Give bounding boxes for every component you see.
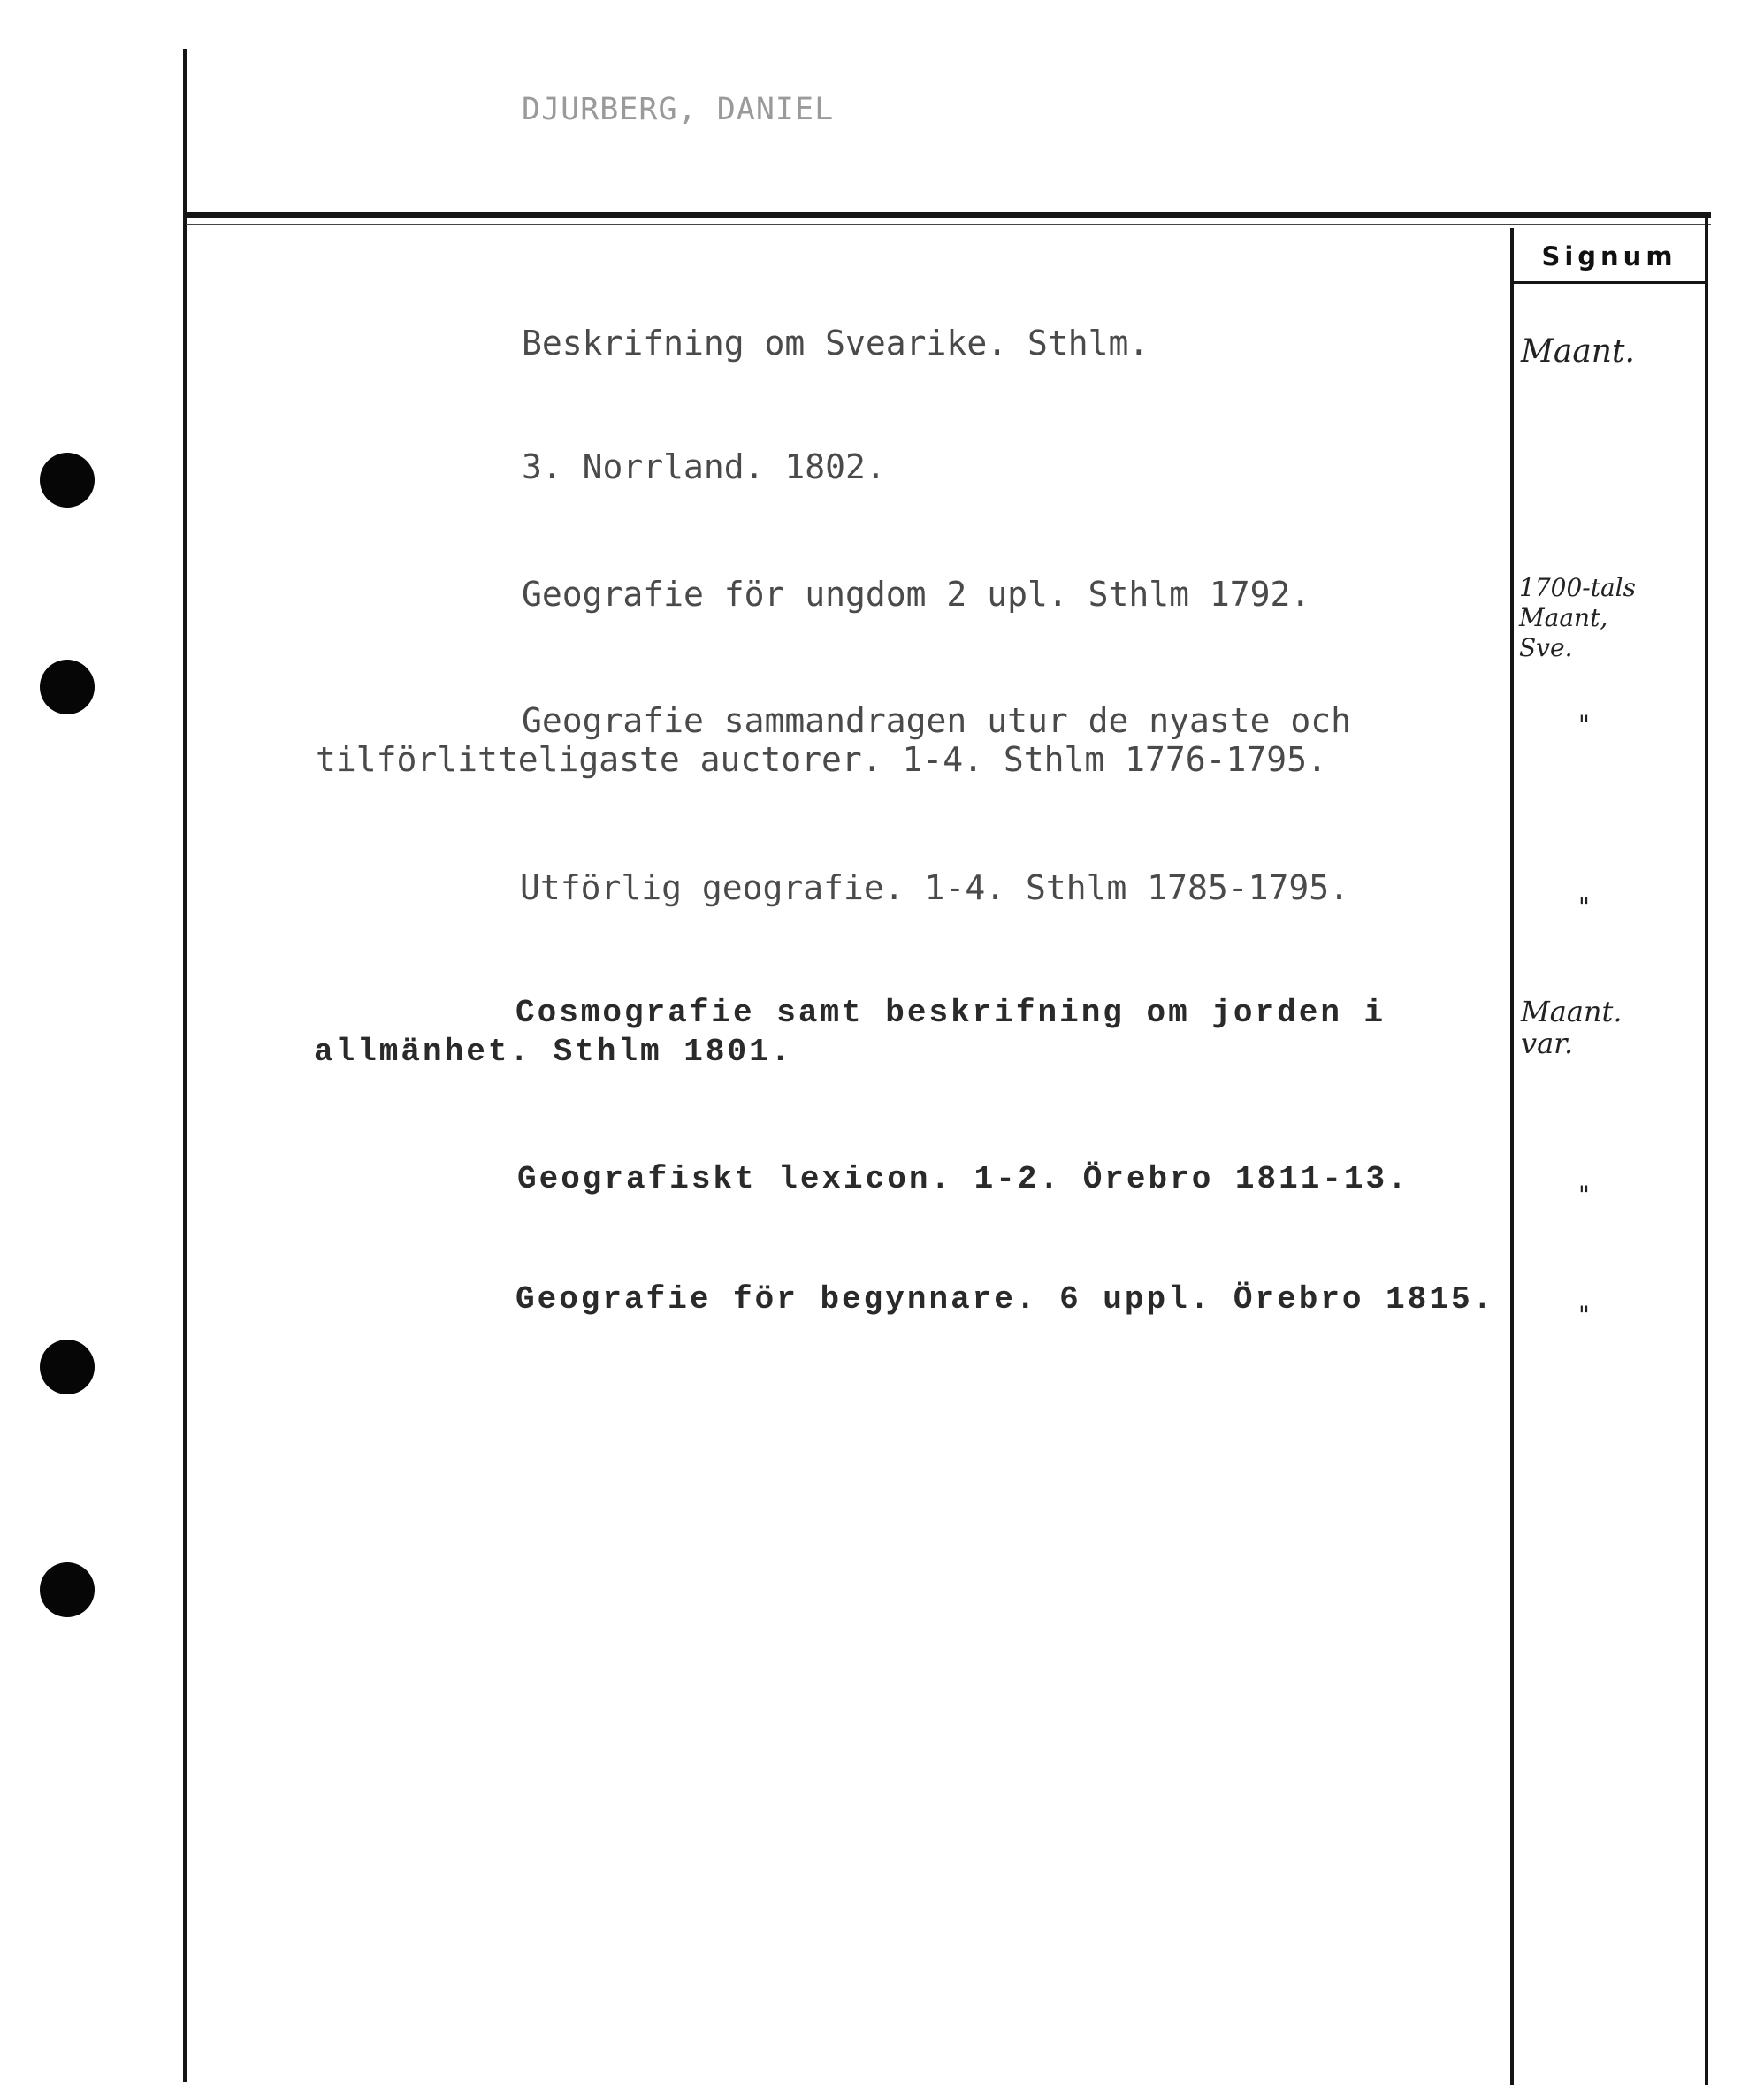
entry-8: Geografie för begynnare. 6 uppl. Örebro 1815.	[515, 1281, 1495, 1317]
punch-hole-4	[40, 1562, 95, 1617]
header-rule-thin	[186, 224, 1711, 225]
signum-1: Maant.	[1521, 333, 1635, 370]
entry-3: Geografie för ungdom 2 upl. Sthlm 1792.	[522, 575, 1311, 614]
entry-4: Geografie sammandragen utur de nyaste och tilförlitteligaste auctorer. 1-4. Sthlm 1776-1795.	[316, 701, 1351, 779]
punch-hole-2	[40, 660, 95, 714]
signum-4: "	[1578, 710, 1590, 739]
signum-7: "	[1578, 1180, 1590, 1210]
entry-1: Beskrifning om Svearike. Sthlm.	[522, 324, 1149, 363]
signum-header-rule	[1512, 281, 1708, 284]
entry-2: 3. Norrland. 1802.	[522, 447, 886, 486]
author-heading: DJURBERG, DANIEL	[522, 92, 835, 127]
header-rule	[186, 212, 1711, 218]
signum-8: "	[1578, 1301, 1590, 1330]
entry-7: Geografiskt lexicon. 1-2. Örebro 1811-13.	[517, 1161, 1409, 1197]
punch-hole-3	[40, 1340, 95, 1394]
left-margin-rule	[183, 49, 187, 2082]
punch-hole-1	[40, 453, 95, 508]
signum-5: "	[1578, 892, 1590, 921]
entry-5: Utförlig geografie. 1-4. Sthlm 1785-1795.	[520, 868, 1349, 907]
signum-3: 1700-tals Maant, Sve.	[1519, 573, 1636, 662]
entry-6: Cosmografie samt beskrifning om jorden i allmänhet. Sthlm 1801.	[314, 995, 1386, 1070]
signum-column-header: Signum	[1541, 241, 1677, 271]
signum-6: Maant. var.	[1521, 995, 1623, 1060]
signum-column-left-rule	[1510, 228, 1514, 2085]
signum-column-right-rule	[1705, 217, 1708, 2085]
